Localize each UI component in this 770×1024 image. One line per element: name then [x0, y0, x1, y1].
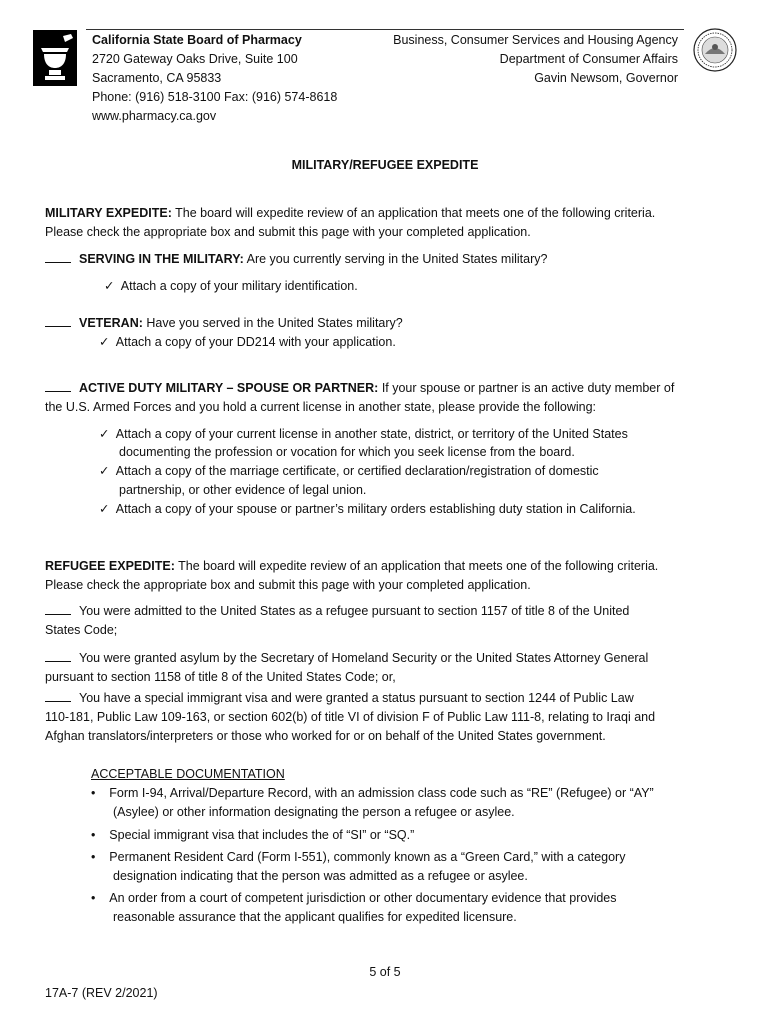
refugee-option-1 [45, 603, 629, 619]
doc-item-3 [91, 849, 625, 865]
veteran-text: Have you served in the United States military? [142, 316, 403, 330]
refugee-opt3-cont-2: Afghan translators/interpreters or those who worked for or on behalf of the United States government. [45, 729, 606, 743]
checkmark-icon: ✓ [104, 279, 115, 293]
address-line-2: Sacramento, CA 95833 [92, 71, 222, 85]
phone-fax: Phone: (916) 518-3100 Fax: (916) 574-8618 [92, 90, 338, 104]
doc-item-4 [91, 890, 617, 906]
refugee-opt2-checkbox-blank[interactable] [45, 650, 71, 662]
form-id: 17A-7 (REV 2/2021) [45, 986, 158, 1000]
doc-3-text: Permanent Resident Card (Form I-551), commonly known as a “Green Card,” with a category [109, 850, 626, 864]
org-name: California State Board of Pharmacy [92, 33, 302, 47]
serving-label: SERVING IN THE MILITARY: [79, 252, 244, 266]
refugee-opt3-checkbox-blank[interactable] [45, 690, 71, 702]
spouse-option [45, 380, 674, 396]
refugee-option-2 [45, 650, 648, 666]
serving-checkbox-blank[interactable] [45, 251, 71, 263]
refugee-opt1-cont: States Code; [45, 623, 118, 637]
spouse-check-3-text: Attach a copy of your spouse or partner’s military orders establishing duty station in California. [115, 502, 636, 516]
spouse-check-1-cont: documenting the profession or vocation for which you seek license from the board. [119, 445, 575, 459]
refugee-option-3 [45, 690, 634, 706]
refugee-intro-line-2: Please check the appropriate box and submit this page with your completed application. [45, 578, 531, 592]
military-heading: MILITARY EXPEDITE: [45, 206, 172, 220]
address-line-1: 2720 Gateway Oaks Drive, Suite 100 [92, 52, 298, 66]
serving-check-text: Attach a copy of your military identification. [120, 279, 358, 293]
spouse-check-item-2 [99, 463, 599, 479]
serving-check-item [104, 278, 358, 294]
spouse-checkbox-blank[interactable] [45, 380, 71, 392]
veteran-check-text: Attach a copy of your DD214 with your application. [115, 335, 396, 349]
bullet-icon: • [91, 828, 96, 842]
checkmark-icon: ✓ [99, 502, 110, 516]
refugee-opt2-cont: pursuant to section 1158 of title 8 of the United States Code; or, [45, 670, 396, 684]
refugee-opt1-checkbox-blank[interactable] [45, 603, 71, 615]
military-intro-text: The board will expedite review of an application that meets one of the following criteria. [171, 206, 656, 220]
spouse-check-2-text: Attach a copy of the marriage certificate, or certified declaration/registration of domestic [115, 464, 599, 478]
spouse-text: If your spouse or partner is an active duty member of [378, 381, 675, 395]
military-intro-line-1 [45, 205, 655, 221]
spouse-text-line-2: the U.S. Armed Forces and you hold a current license in another state, please provide the following: [45, 400, 597, 414]
page-title: MILITARY/REFUGEE EXPEDITE [291, 158, 479, 172]
checkmark-icon: ✓ [99, 335, 110, 349]
refugee-opt3-text: You have a special immigrant visa and were granted a status pursuant to section 1244 of Public Law [79, 691, 634, 705]
serving-text: Are you currently serving in the United States military? [243, 252, 548, 266]
spouse-check-item-3 [99, 501, 636, 517]
refugee-opt3-cont-1: 110-181, Public Law 109-163, or section 602(b) of title VI of division F of Public Law 111-8, relating to Iraqi and [45, 710, 656, 724]
doc-1-text: Form I-94, Arrival/Departure Record, with an admission class code such as “RE” (Refugee) or “AY” [109, 786, 654, 800]
page-number: 5 of 5 [369, 965, 401, 979]
doc-1-cont: (Asylee) or other information designating the person a refugee or asylee. [113, 805, 515, 819]
checkmark-icon: ✓ [99, 464, 110, 478]
board-logo-icon [33, 30, 77, 86]
bullet-icon: • [91, 786, 96, 800]
bullet-icon: • [91, 891, 96, 905]
veteran-label: VETERAN: [79, 316, 143, 330]
documentation-heading: ACCEPTABLE DOCUMENTATION [91, 767, 285, 781]
refugee-opt1-text: You were admitted to the United States as a refugee pursuant to section 1157 of title 8 of the United [79, 604, 630, 618]
spouse-check-1-text: Attach a copy of your current license in another state, district, or territory of the United States [115, 427, 628, 441]
refugee-opt2-text: You were granted asylum by the Secretary of Homeland Security or the United States Attorney General [79, 651, 649, 665]
doc-item-2 [91, 827, 414, 843]
refugee-intro-text: The board will expedite review of an application that meets one of the following criteria. [174, 559, 659, 573]
state-seal-icon [693, 28, 737, 72]
department-name: Department of Consumer Affairs [499, 52, 678, 66]
veteran-option [45, 315, 403, 331]
refugee-intro-line-1 [45, 558, 658, 574]
governor-name: Gavin Newsom, Governor [534, 71, 678, 85]
spouse-label: ACTIVE DUTY MILITARY – SPOUSE OR PARTNER: [79, 381, 379, 395]
doc-4-text: An order from a court of competent jurisdiction or other documentary evidence that provides [109, 891, 617, 905]
doc-2-text: Special immigrant visa that includes the of “SI” or “SQ.” [109, 828, 415, 842]
bullet-icon: • [91, 850, 96, 864]
serving-option [45, 251, 547, 267]
agency-name: Business, Consumer Services and Housing Agency [393, 33, 678, 47]
military-intro-line-2: Please check the appropriate box and submit this page with your completed application. [45, 225, 531, 239]
checkmark-icon: ✓ [99, 427, 110, 441]
website-link[interactable]: www.pharmacy.ca.gov [92, 109, 217, 123]
doc-4-cont: reasonable assurance that the applicant qualifies for expedited licensure. [113, 910, 517, 924]
doc-item-1 [91, 785, 654, 801]
header-rule [86, 29, 684, 30]
spouse-check-item-1 [99, 426, 628, 442]
spouse-check-2-cont: partnership, or other evidence of legal union. [119, 483, 367, 497]
veteran-checkbox-blank[interactable] [45, 315, 71, 327]
doc-3-cont: designation indicating that the person was admitted as a refugee or asylee. [113, 869, 528, 883]
veteran-check-item [99, 334, 396, 350]
refugee-heading: REFUGEE EXPEDITE: [45, 559, 175, 573]
